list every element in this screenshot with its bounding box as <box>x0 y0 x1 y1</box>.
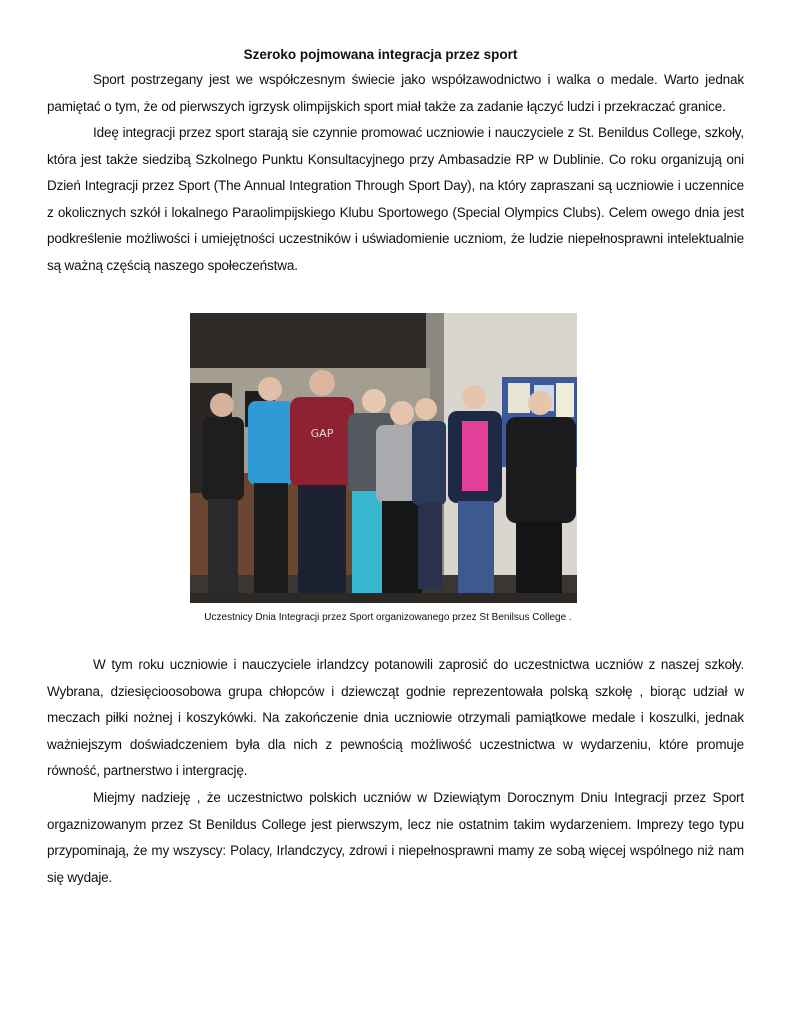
group-photo <box>190 313 577 603</box>
photo-caption: Uczestnicy Dnia Integracji przez Sport organizowanego przez St Benilsus College . <box>204 612 572 623</box>
paragraph-conclusion: Miejmy nadzieję , że uczestnictwo polskich uczniów w Dziewiątym Dorocznym Dniu Integracji przez Sport orgaznizowanym przez St Benildus College jest pierwszym, lecz nie ostatnim takim wydarzeniem. Imprezy tego typu przypominają, że my wszyscy: Polacy, Irlandczycy, zdrowi i niepełnosprawni mamy ze sobą więcej wspólnego niż nam się wydaje. <box>47 790 744 885</box>
group-photo-illustration <box>190 313 577 603</box>
article-title: Szeroko pojmowana integracja przez sport <box>243 47 518 62</box>
paragraph-intro: Sport postrzegany jest we współczesnym świecie jako współzawodnictwo i walka o medale. Warto jednak pamiętać o tym, że od pierwszych igrzysk olimpijskich sport miał także za zadanie łączyć ludzi i przekraczać granice. <box>47 72 744 114</box>
hoodie-text: GAP <box>310 427 334 440</box>
paragraph-participation: W tym roku uczniowie i nauczyciele irlandzcy potanowili zaprosić do uczestnictwa uczniów z naszej szkoły. Wybrana, dziesięcioosobowa grupa chłopców i dziewcząt godnie reprezentowała polską szkołę , biorąc udział w meczach piłki nożnej i koszykówki. Na zakończenie dnia uczniowie otrzymali pamiątkowe medale i koszulki, jednak ważniejszym doświadczeniem była dla nich z pewnością możliwość uczestnictwa w wydarzeniu, które promuje równość, partnerstwo i intergrację. <box>47 657 744 779</box>
paragraph-benildus: Ideę integracji przez sport starają sie czynnie promować uczniowie i nauczyciele z St. Benildus College, szkoły, która jest także siedzibą Szkolnego Punktu Konsultacyjnego przy Ambasadzie RP w Dublinie. Co roku organizują oni Dzień Integracji przez Sport (The Annual Integration Through Sport Day), na który zapraszani są uczniowie i uczennice z okolicznych szkół i lokalnego Paraolimpijskiego Klubu Sportowego (Special Olympics Clubs). Celem owego dnia jest podkreślenie możliwości i umiejętności uczestników i uświadomienie uczniom, że ludzie niepełnosprawni intelektualnie są ważną częścią naszego społeczeństwa. <box>47 125 744 273</box>
